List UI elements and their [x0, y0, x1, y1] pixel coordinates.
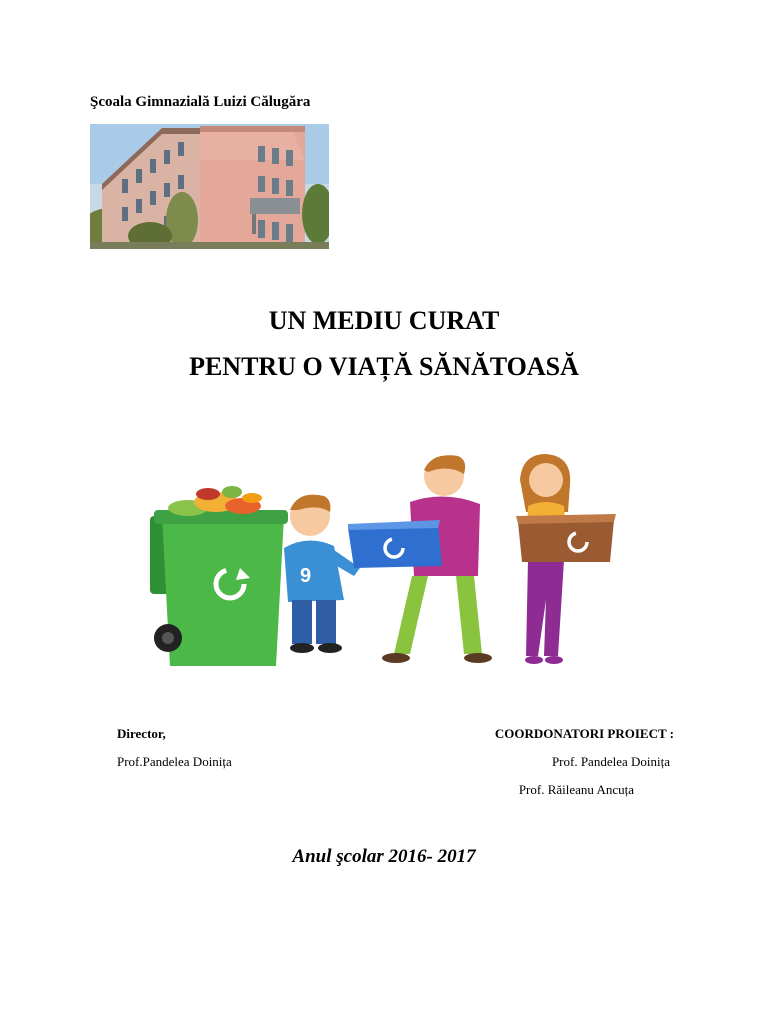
- director-label: Director,: [117, 726, 166, 741]
- recycling-illustration: [148, 450, 620, 674]
- school-year: Anul şcolar 2016- 2017: [292, 846, 476, 867]
- project-title-line-1: UN MEDIU CURAT: [268, 306, 500, 335]
- shirt-number: 9: [300, 565, 312, 587]
- director-name: Prof.Pandelea Doinița: [117, 754, 232, 769]
- coordinator-name-2: Prof. Răileanu Ancuța: [518, 782, 634, 797]
- school-name: Şcoala Gimnazială Luizi Călugăra: [90, 94, 311, 110]
- boy-figure: [284, 495, 360, 653]
- school-building-photo: [90, 124, 329, 249]
- coordinator-name-1: Prof. Pandelea Doinița: [551, 754, 670, 769]
- woman-figure: [516, 454, 616, 664]
- green-recycling-bin: [150, 486, 288, 666]
- man-figure: [348, 455, 492, 663]
- coordinators-label: COORDONATORI PROIECT :: [494, 726, 674, 741]
- project-title-line-2: PENTRU O VIAȚĂ SĂNĂTOASĂ: [189, 352, 579, 381]
